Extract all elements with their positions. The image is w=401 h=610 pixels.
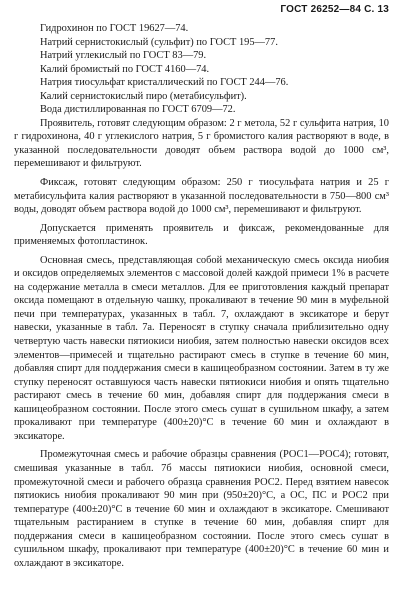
reagent-item: Калий сернистокислый пиро (метабисульфит).: [40, 90, 247, 102]
document-body: [14, 22, 389, 570]
allowance-paragraph: Допускается применять проявитель и фиксаж, рекомендованные для применяемых фотопластинок.: [14, 222, 389, 248]
reagent-item: Натрий сернистокислый (сульфит) по ГОСТ 195—77.: [40, 36, 278, 48]
reagent-item: Натрия тиосульфат кристаллический по ГОСТ 244—76.: [40, 77, 289, 89]
intermediate-mixture-paragraph: Промежуточная смесь и рабочие образцы сравнения (РОС1—РОС4); готовят, смешивая указанные в табл. 7б массы пятиокиси ниобия, основной смеси, промежуточной смеси и рабочего образца сравнения РОС2. Перед взятием навесок пятиокись ниобия прокаливают 90 мин при (950±20)°С, а ОС, ПС и РОС2 при температуре (400±20)°С в течение 60 мин и охлаждают в эксикаторе. Смешивают тщательным растиранием в ступке в течение 60 мин, добавляя спирт для поддержания смеси в кашицеобразном состоянии. После этого смесь сушат в сушильном шкафу, прокаливают при температуре (400±20)°С в течение 60 мин и охлаждают в эксикаторе.: [14, 449, 389, 569]
developer-paragraph: Проявитель, готовят следующим образом: 2 г метола, 52 г сульфита натрия, 10 г гидрохинона, 40 г углекислого натрия, 5 г бромистого калия растворяют в воде, в указанной последовательности доводят объем раствора водой до 1000 см³, перемешивают и фильтруют.: [14, 117, 389, 170]
base-mixture-paragraph: Основная смесь, представляющая собой механическую смесь оксида ниобия и оксидов определяемых элементов с массовой долей каждой примеси 1% в расчете на содержание металла в смеси металлов. Для ее приготовления каждый препарат оксида помещают в отдельную чашку, прокаливают в течение 90 мин в муфельной печи при температурах, указанных в табл. 7, охлаждают в эксикаторе и берут навески, указанные в табл. 7а. Переносят в ступку сначала приблизительно одну четвертую часть навески пятиокиси ниобия, затем полностью навески оксидов всех элементов—примесей и тщательно растирают смесь в ступке в течение 60 мин, добавляя спирт для поддержания смеси в кашицеобразном состоянии. Затем в ту же ступку переносят оставшуюся часть навески пятиокиси ниобия и опять тщательно растирают смесь в течение 60 мин, добавляя спирт для поддержания смеси в кашицеобразном состоянии. После этого смесь сушат в сушильном шкафу, а затем прокаливают при температуре (400±20)°С в течение 60 мин и охлаждают в эксикаторе.: [14, 254, 389, 442]
reagent-item: Калий бромистый по ГОСТ 4160—74.: [40, 63, 210, 75]
reagent-item: Вода дистиллированная по ГОСТ 6709—72.: [40, 104, 236, 116]
reagent-list: [14, 22, 389, 117]
page-header: ГОСТ 26252—84 С. 13: [280, 4, 389, 15]
fixer-paragraph: Фиксаж, готовят следующим образом: 250 г тиосульфата натрия и 25 г метабисульфита калия растворяют в указанной последовательности в 750—800 см³ воды, доводят объем раствора водой до 1000 см³, перемешивают и фильтруют.: [14, 177, 389, 216]
reagent-item: Натрий углекислый по ГОСТ 83—79.: [40, 50, 207, 62]
reagent-item: Гидрохинон по ГОСТ 19627—74.: [40, 23, 189, 34]
